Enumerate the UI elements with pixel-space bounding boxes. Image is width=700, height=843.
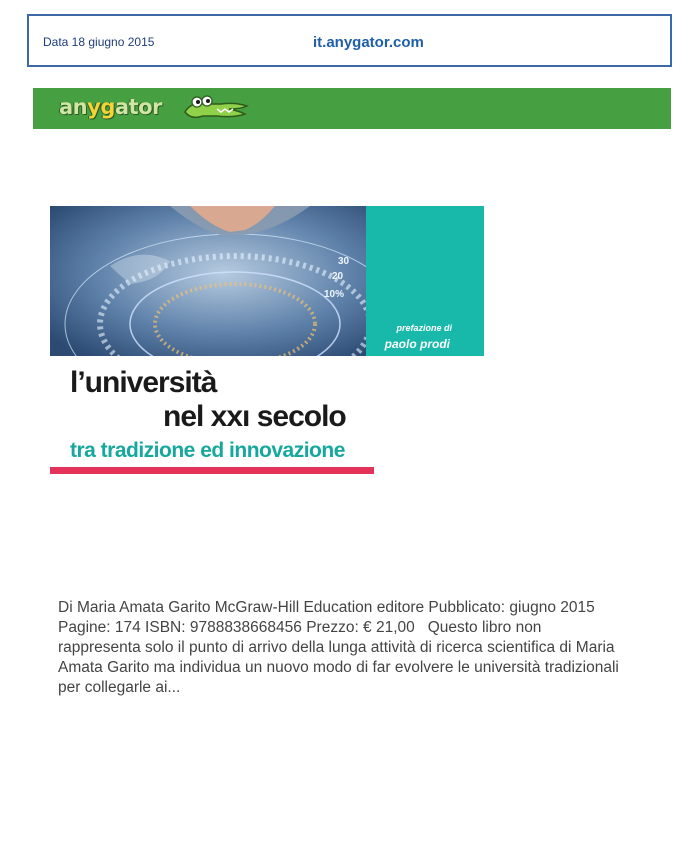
logo-wordmark: anygator xyxy=(59,95,162,119)
anygator-logo xyxy=(47,92,247,124)
description-line: per collegarle ai... xyxy=(58,679,181,696)
book-subtitle: tra tradizione ed innovazione xyxy=(70,439,345,462)
book-title-line2: nel xxı secolo xyxy=(163,400,346,433)
article-description xyxy=(58,598,658,698)
source-site: it.anygator.com xyxy=(313,34,424,51)
site-banner xyxy=(33,88,671,129)
book-title-line1: l’università xyxy=(70,366,217,399)
description-line: Amata Garito ma individua un nuovo modo di far evolvere le università tradizionali xyxy=(58,659,619,676)
handshake-globe-image xyxy=(50,206,366,356)
svg-text:30: 30 xyxy=(338,256,350,267)
preface-author: paolo prodi xyxy=(384,337,450,351)
crocodile-icon xyxy=(181,94,251,124)
description-line: Di Maria Amata Garito McGraw-Hill Education editore Pubblicato: giugno 2015 xyxy=(58,599,595,616)
book-cover xyxy=(50,206,484,476)
preface-label: prefazione di xyxy=(396,323,452,333)
svg-text:10%: 10% xyxy=(324,289,345,300)
publication-date: Data 18 giugno 2015 xyxy=(43,35,155,49)
cover-teal-panel xyxy=(366,206,484,356)
description-line: rappresenta solo il punto di arrivo della lunga attività di ricerca scientifica di Maria xyxy=(58,639,615,656)
description-line: Pagine: 174 ISBN: 9788838668456 Prezzo: € 21,00 Questo libro non xyxy=(58,619,542,636)
svg-text:20: 20 xyxy=(332,271,344,282)
article-header xyxy=(27,14,672,67)
cover-accent-bar xyxy=(50,467,374,474)
cover-photo xyxy=(50,206,366,356)
